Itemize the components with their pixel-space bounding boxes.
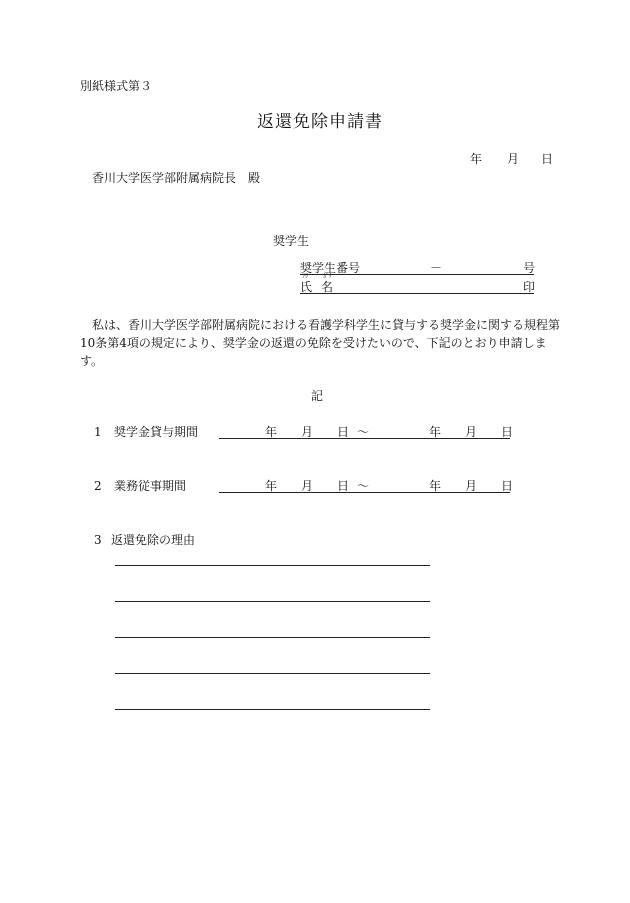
item-1-end-day: 日	[501, 425, 514, 439]
student-id-dash: －	[430, 261, 443, 275]
item-1-end-year: 年	[429, 425, 442, 439]
seal-mark: 印	[523, 280, 536, 294]
item-1-number: 1	[94, 425, 102, 439]
item-1-start-day: 日	[337, 425, 350, 439]
item-1-start-month: 月	[301, 425, 314, 439]
item-2-label: 業務従事期間	[114, 479, 187, 493]
item-2-tilde: ～	[357, 479, 370, 493]
item-1-start-year: 年	[265, 425, 278, 439]
body-paragraph: 私は、香川大学医学部附属病院における看護学科学生に貸与する奨学金に関する規程第10条第4項の規定により、奨学金の返還の免除を受けたいので、下記のとおり申請します。	[80, 318, 561, 368]
student-id-label: 奨学生番号	[300, 261, 361, 275]
name-char-1: ﾌﾘ 氏	[300, 273, 313, 294]
item-2-end-year: 年	[429, 479, 442, 493]
name-label	[300, 273, 334, 294]
name-furigana-2: ｶﾞﾅ	[323, 273, 333, 280]
item-2-start-year: 年	[265, 479, 278, 493]
reason-line-1	[115, 565, 430, 566]
date-day-label: 日	[541, 152, 554, 166]
item-3-number: 3	[94, 533, 102, 547]
item-1-underline	[219, 438, 510, 439]
name-char-2: ｶﾞﾅ 名	[321, 273, 334, 294]
item-1-end-month: 月	[465, 425, 478, 439]
item-1-label: 奨学金貸与期間	[114, 425, 199, 439]
date-month-label: 月	[507, 152, 520, 166]
item-2-start-day: 日	[337, 479, 350, 493]
student-id-underline	[300, 274, 534, 275]
date-year-label: 年	[470, 152, 483, 166]
item-2-start-month: 月	[301, 479, 314, 493]
item-2-end-day: 日	[501, 479, 514, 493]
reason-line-5	[115, 709, 430, 710]
reason-line-4	[115, 673, 430, 674]
item-2-end-month: 月	[465, 479, 478, 493]
form-number: 別紙様式第３	[80, 79, 153, 93]
item-3-label: 返還免除の理由	[111, 533, 196, 547]
reason-line-2	[115, 601, 430, 602]
addressee: 香川大学医学部附属病院長 殿	[92, 171, 261, 185]
item-2-number: 2	[94, 479, 102, 493]
applicant-heading: 奨学生	[273, 234, 310, 248]
item-2-underline	[219, 492, 510, 493]
name-furigana-1: ﾌﾘ	[302, 273, 309, 280]
document-title: 返還免除申請書	[257, 112, 383, 132]
ki-label: 記	[311, 389, 324, 403]
item-1-tilde: ～	[357, 425, 370, 439]
reason-line-3	[115, 637, 430, 638]
student-id-suffix: 号	[523, 261, 536, 275]
name-underline	[300, 293, 534, 294]
